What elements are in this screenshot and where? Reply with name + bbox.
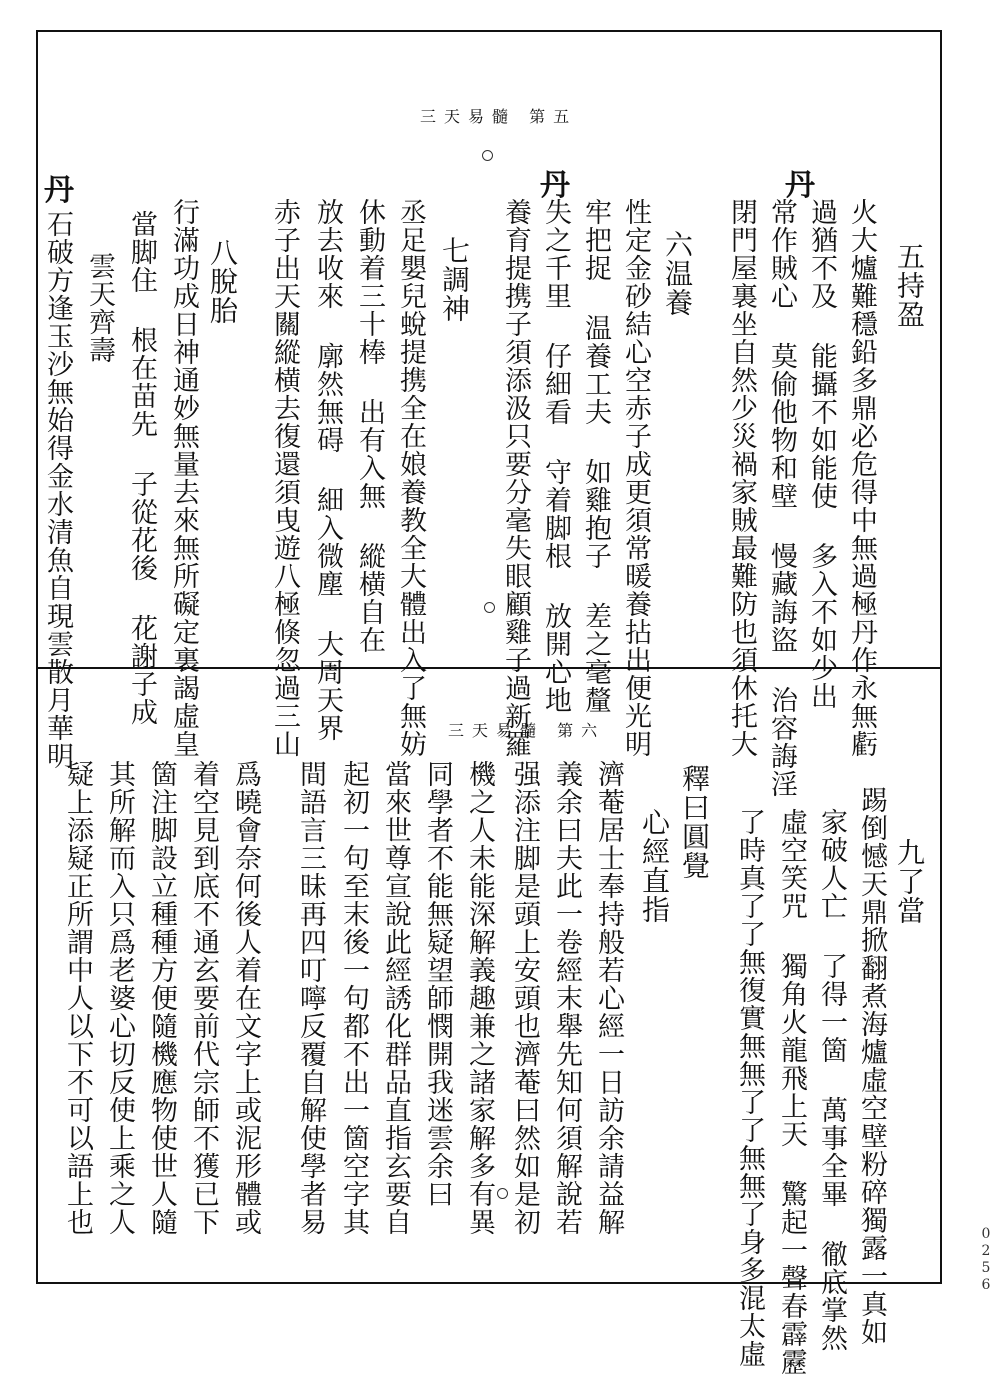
dan-mark: 丹 [540, 168, 570, 203]
text-column: 赤子出天關縱横去復還須曳遊八極倏忽過三山 [269, 198, 300, 758]
bottom-page-header: 三天易髓 第六 [448, 721, 606, 740]
text-column: 常作賊心 莫偷他物和壁 慢藏誨盜 治容誨淫 [766, 198, 797, 798]
text-column: 義余曰夫此一卷經末舉先知何須解說若 [551, 760, 582, 1236]
text-column: 丞足嬰兒蛻提携全在娘養教全大體出入了無妨 [395, 198, 426, 758]
circle-mark [497, 1188, 508, 1199]
text-column: 石破方逢玉沙無始得金水清魚自現雲散月華明 [42, 210, 73, 770]
top-page-header: 三天易髓 第五 [420, 107, 578, 126]
text-column: 間語言三昧再四叮嚀反覆自解使學者易 [295, 760, 326, 1236]
section-title: 六温養 [661, 230, 694, 317]
section-title: 釋曰圓覺 [678, 764, 711, 880]
text-column: 其所解而入只爲老婆心切反使上乘之人 [104, 760, 135, 1236]
dan-mark: 丹 [785, 168, 815, 203]
section-title: 心經直指 [638, 808, 671, 924]
text-column: 着空見到底不通玄要前代宗師不獲已下 [188, 760, 219, 1236]
text-column: 牢把捉 温養工夫 如雞抱子 差之毫釐 [580, 198, 611, 714]
section-title: 七調神 [438, 236, 471, 323]
text-column: 火大爐難穩鉛多鼎必危得中無過極丹作永無虧 [846, 198, 877, 758]
text-column: 踢倒憾天鼎掀翻煮海爐虛空壁粉碎獨露一真如 [856, 786, 887, 1346]
text-column: 雲天齊壽 [84, 252, 115, 364]
text-column: 養育提携子須添汲只要分毫失眼顧雞子過新羅 [500, 198, 531, 758]
circle-mark [482, 150, 493, 161]
text-column: 疑上添疑正所謂中人以下不可以語上也 [62, 760, 93, 1236]
text-column: 過猶不及 能攝不如能使 多入不如少出 [806, 198, 837, 710]
page-number: 0256 [978, 1226, 994, 1294]
text-column: 休動着三十棒 出有入無 縱横自在 [354, 198, 385, 654]
text-column: 濟菴居士奉持般若心經一日訪余請益解 [593, 760, 624, 1236]
text-column: 行滿功成日神通妙無量去來無所礙定裏謁虛皇 [168, 198, 199, 758]
dan-mark: 丹 [44, 173, 74, 208]
section-title: 九了當 [893, 838, 926, 925]
circle-mark [484, 602, 495, 613]
text-column: 放去收來 廓然無碍 細入微塵 大周天界 [312, 198, 343, 742]
section-title: 八脫胎 [206, 238, 239, 325]
text-column: 爲曉會奈何後人着在文字上或泥形體或 [230, 760, 261, 1236]
section-title: 五持盈 [893, 242, 926, 329]
text-column: 當來世尊宣說此經誘化群品直指玄要自 [380, 760, 411, 1236]
text-column: 當脚住 根在苗先 子從花後 花謝子成 [126, 210, 157, 726]
text-column: 閉門屋裏坐自然少災禍家賊最難防也須休托大 [726, 198, 757, 758]
text-column: 同學者不能無疑望師憫開我迷雲余曰 [422, 760, 453, 1208]
text-column: 虛空笑咒 獨角火龍飛上天 驚起一聲春霹靂 [776, 808, 807, 1376]
text-column: 起初一句至末後一句都不出一箇空字其 [338, 760, 369, 1236]
text-column: 强添注脚是頭上安頭也濟菴曰然如是初 [509, 760, 540, 1236]
text-column: 了時真了了無復實無無了了無無了身多混太虛 [734, 808, 765, 1368]
text-column: 失之千里 仔細看 守着脚根 放開心地 [540, 198, 571, 714]
text-column: 機之人未能深解義趣兼之諸家解多有異 [464, 760, 495, 1236]
text-column: 家破人亡 了得一箇 萬事全畢 徹底掌然 [816, 808, 847, 1352]
text-column: 性定金砂結心空赤子成更須常暖養拈出便光明 [620, 198, 651, 758]
text-column: 箇注脚設立種種方便隨機應物使世人隨 [146, 760, 177, 1236]
